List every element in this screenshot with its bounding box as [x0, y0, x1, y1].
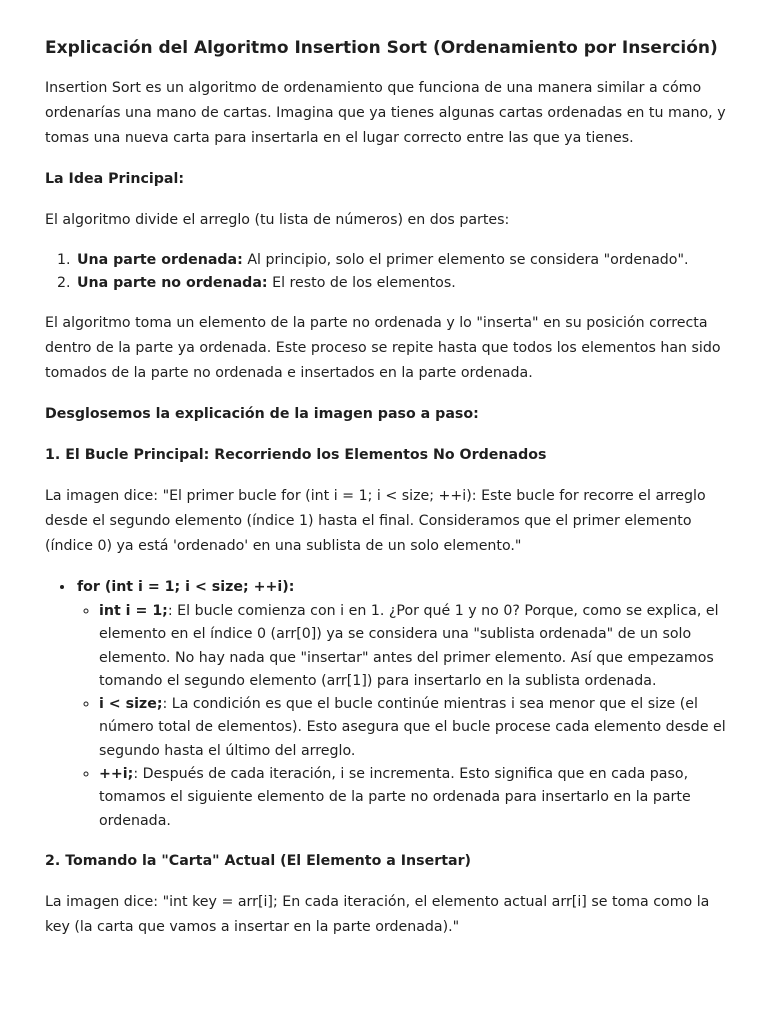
section1-heading: 1. El Bucle Principal: Recorriendo los Elementos No Ordenados — [45, 447, 547, 463]
list-item-text: Al principio, solo el primer elemento se considera "ordenado". — [242, 252, 689, 268]
parts-list — [45, 249, 728, 295]
loop-bullet-label: for (int i = 1; i < size; ++i): — [77, 579, 295, 595]
loop-bullet-list — [45, 575, 728, 833]
list-item — [75, 249, 728, 272]
list-item — [99, 600, 728, 693]
sub-item-label: int i = 1; — [99, 603, 168, 619]
breakdown-heading: Desglosemos la explicación de la imagen paso a paso: — [45, 406, 479, 422]
section2-heading: 2. Tomando la "Carta" Actual (El Elemento a Insertar) — [45, 852, 472, 869]
list-item-label: Una parte ordenada: — [77, 252, 243, 268]
list-item-label: Una parte no ordenada: — [77, 275, 268, 291]
sub-item-label: ++i; — [99, 766, 134, 783]
section2-paragraph: La imagen dice: "int key = arr[i]; En cada iteración, el elemento actual arr[i] se toma como la key (la carta que vamos a insertar en la parte ordenada)." — [45, 893, 710, 935]
list-item-text: El resto de los elementos. — [267, 275, 456, 291]
loop-sub-list — [77, 600, 728, 833]
list-item — [99, 763, 728, 833]
process-paragraph: El algoritmo toma un elemento de la parte no ordenada y lo "inserta" en su posición correcta dentro de la parte ya ordenada. Este proceso se repite hasta que todos los elementos han sido tomados de la parte no ordenada e insertados en la parte ordenada. — [45, 315, 721, 381]
sub-item-text: : El bucle comienza con i en 1. ¿Por qué 1 y no 0? Porque, como se explica, el elemento en el índice 0 (arr[0]) ya se considera una "sublista ordenada" de un solo elemento. No hay nada que "insertar" antes del primer elemento. Así que empezamos tomando el segundo elemento (arr[1]) para insertarlo en la sublista ordenada. — [99, 603, 719, 689]
main-idea-heading: La Idea Principal: — [45, 171, 185, 187]
intro-paragraph: Insertion Sort es un algoritmo de ordenamiento que funciona de una manera similar a cómo ordenarías una mano de cartas. Imagina que ya tienes algunas cartas ordenadas en tu mano, y tomas una nueva carta para insertarla en el lugar correcto entre las que ya tienes. — [45, 80, 726, 146]
sub-item-label: i < size; — [99, 696, 163, 713]
list-item — [75, 272, 728, 295]
list-item — [99, 693, 728, 763]
main-idea-paragraph: El algoritmo divide el arreglo (tu lista de números) en dos partes: — [45, 212, 510, 228]
list-item — [75, 575, 728, 833]
sub-item-text: : La condición es que el bucle continúe mientras i sea menor que el size (el número total de elementos). Esto asegura que el bucle procese cada elemento desde el segundo hasta el último del arreglo. — [99, 696, 726, 759]
page-title: Explicación del Algoritmo Insertion Sort (Ordenamiento por Inserción) — [45, 38, 718, 58]
sub-item-text: : Después de cada iteración, i se incrementa. Esto significa que en cada paso, tomamos el siguiente elemento de la parte no ordenada para insertarlo en la parte ordenada. — [99, 766, 691, 829]
section1-paragraph: La imagen dice: "El primer bucle for (int i = 1; i < size; ++i): Este bucle for recorre el arreglo desde el segundo elemento (índice 1) hasta el final. Consideramos que el primer elemento (índice 0) ya está 'ordenado' en una sublista de un solo elemento." — [45, 488, 706, 554]
